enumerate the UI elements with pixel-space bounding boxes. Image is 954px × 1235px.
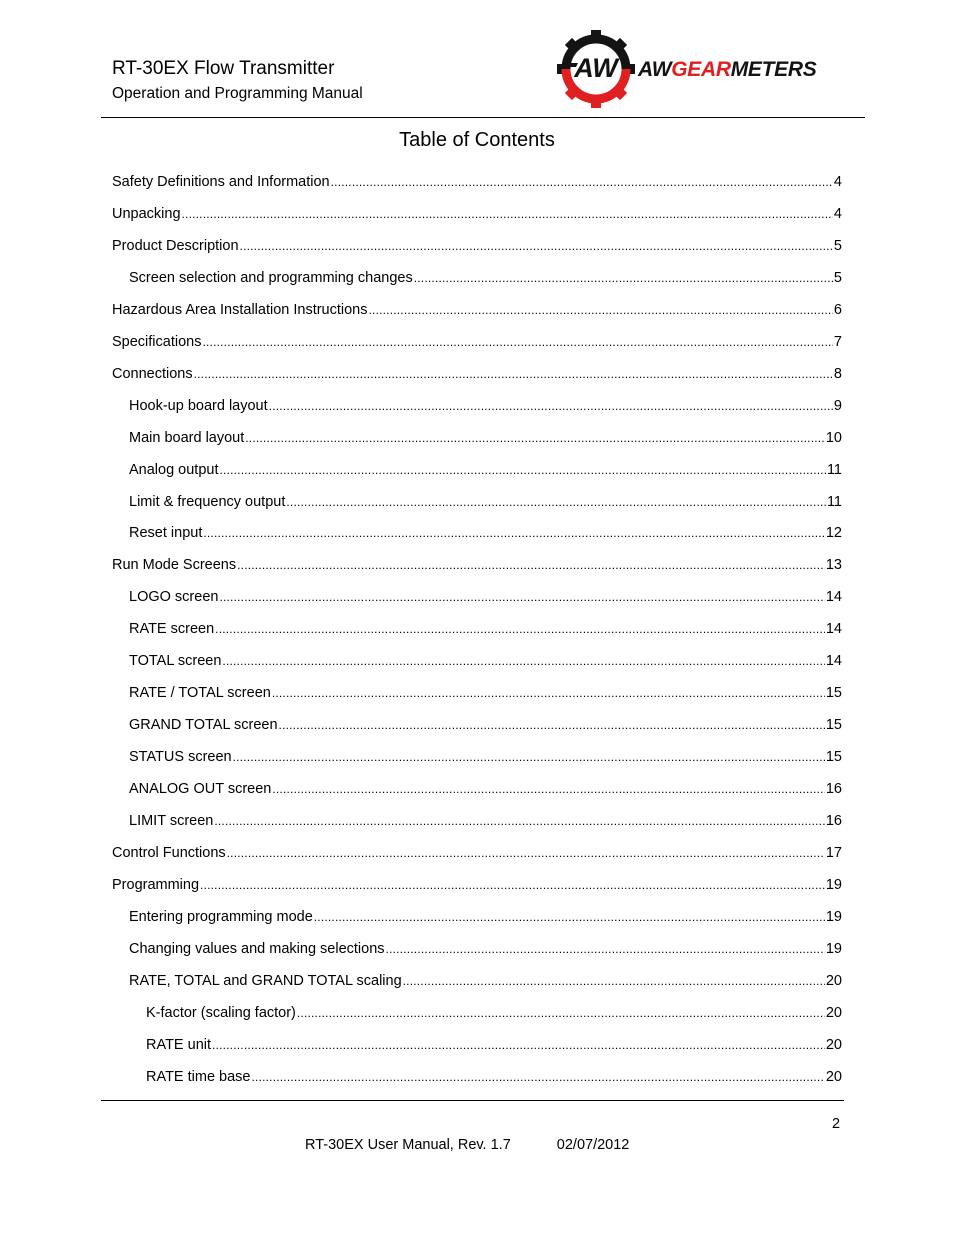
toc-entry[interactable] bbox=[112, 843, 842, 863]
toc-entry-label: Unpacking bbox=[112, 206, 181, 222]
toc-dot-leader bbox=[269, 396, 833, 416]
toc-entry[interactable] bbox=[112, 332, 842, 352]
toc-entry[interactable] bbox=[146, 1003, 842, 1023]
toc-entry-page: 11 bbox=[826, 494, 842, 510]
toc-entry-label: Reset input bbox=[129, 525, 203, 541]
toc-dot-leader bbox=[386, 939, 825, 959]
toc-dot-leader bbox=[215, 619, 825, 639]
toc-entry[interactable] bbox=[112, 236, 842, 256]
toc-entry-page: 9 bbox=[833, 398, 842, 414]
toc-dot-leader bbox=[194, 364, 833, 384]
toc-entry-label: Changing values and making selections bbox=[129, 941, 385, 957]
toc-entry-page: 5 bbox=[833, 270, 842, 286]
toc-entry-label: Product Description bbox=[112, 238, 239, 254]
toc-entry-label: Screen selection and programming changes bbox=[129, 270, 413, 286]
toc-entry[interactable] bbox=[129, 619, 842, 639]
document-title: RT-30EX Flow Transmitter bbox=[112, 58, 335, 79]
toc-entry-label: Programming bbox=[112, 877, 200, 893]
toc-dot-leader bbox=[314, 907, 825, 927]
toc-dot-leader bbox=[279, 715, 825, 735]
toc-entry[interactable] bbox=[129, 747, 842, 767]
toc-entry-label: RATE unit bbox=[146, 1037, 212, 1053]
document-subtitle: Operation and Programming Manual bbox=[112, 85, 363, 102]
toc-entry-page: 8 bbox=[833, 366, 842, 382]
toc-entry[interactable] bbox=[129, 492, 842, 512]
toc-dot-leader bbox=[403, 971, 825, 991]
toc-entry-page: 19 bbox=[825, 941, 842, 957]
toc-entry-page: 14 bbox=[825, 653, 842, 669]
toc-entry-page: 13 bbox=[825, 557, 842, 573]
toc-dot-leader bbox=[331, 172, 833, 192]
toc-entry[interactable] bbox=[129, 587, 842, 607]
toc-dot-leader bbox=[220, 460, 826, 480]
toc-dot-leader bbox=[212, 1035, 825, 1055]
toc-dot-leader bbox=[237, 555, 825, 575]
toc-entry-page: 20 bbox=[825, 1005, 842, 1021]
page-number: 2 bbox=[832, 1116, 841, 1132]
toc-entry[interactable] bbox=[146, 1067, 842, 1087]
toc-entry-page: 14 bbox=[825, 589, 842, 605]
toc-entry[interactable] bbox=[112, 172, 842, 192]
toc-entry-page: 15 bbox=[825, 749, 842, 765]
toc-dot-leader bbox=[182, 204, 833, 224]
toc-entry-label: Control Functions bbox=[112, 845, 226, 861]
toc-entry-label: ANALOG OUT screen bbox=[129, 781, 272, 797]
toc-entry-label: K-factor (scaling factor) bbox=[146, 1005, 296, 1021]
toc-entry-page: 5 bbox=[833, 238, 842, 254]
toc-entry[interactable] bbox=[129, 683, 842, 703]
toc-dot-leader bbox=[272, 779, 825, 799]
toc-entry-label: Analog output bbox=[129, 462, 219, 478]
toc-entry-label: LIMIT screen bbox=[129, 813, 214, 829]
toc-entry-label: Limit & frequency output bbox=[129, 494, 286, 510]
toc-entry-page: 19 bbox=[825, 877, 842, 893]
toc-dot-leader bbox=[202, 332, 832, 352]
toc-entry[interactable] bbox=[112, 555, 842, 575]
toc-entry[interactable] bbox=[129, 523, 842, 543]
toc-entry-label: RATE, TOTAL and GRAND TOTAL scaling bbox=[129, 973, 402, 989]
page-footer bbox=[305, 1137, 629, 1153]
company-logo bbox=[556, 28, 846, 108]
toc-entry[interactable] bbox=[129, 811, 842, 831]
toc-entry-label: LOGO screen bbox=[129, 589, 219, 605]
toc-entry[interactable] bbox=[129, 907, 842, 927]
toc-dot-leader bbox=[227, 843, 825, 863]
toc-dot-leader bbox=[245, 428, 825, 448]
toc-entry-page: 10 bbox=[825, 430, 842, 446]
toc-entry[interactable] bbox=[129, 460, 842, 480]
toc-entry-page: 20 bbox=[825, 973, 842, 989]
toc-entry[interactable] bbox=[146, 1035, 842, 1055]
toc-entry-label: RATE time base bbox=[146, 1069, 251, 1085]
toc-dot-leader bbox=[222, 651, 824, 671]
toc-dot-leader bbox=[252, 1067, 825, 1087]
toc-entry-page: 20 bbox=[825, 1069, 842, 1085]
toc-entry-label: Run Mode Screens bbox=[112, 557, 237, 573]
toc-entry[interactable] bbox=[129, 971, 842, 991]
toc-dot-leader bbox=[286, 492, 826, 512]
header-divider bbox=[101, 117, 865, 118]
toc-entry-page: 6 bbox=[833, 302, 842, 318]
toc-entry-label: RATE screen bbox=[129, 621, 215, 637]
logo-wordmark bbox=[638, 58, 816, 82]
logo-text-gear: GEAR bbox=[671, 58, 731, 81]
toc-entry-label: STATUS screen bbox=[129, 749, 232, 765]
toc-entry[interactable] bbox=[129, 779, 842, 799]
footer-date: 02/07/2012 bbox=[556, 1137, 630, 1153]
toc-dot-leader bbox=[214, 811, 825, 831]
toc-entry-page: 4 bbox=[833, 174, 842, 190]
toc-entry[interactable] bbox=[112, 204, 842, 224]
toc-dot-leader bbox=[233, 747, 825, 767]
gear-logo-icon bbox=[556, 28, 636, 108]
toc-entry-label: RATE / TOTAL screen bbox=[129, 685, 271, 701]
toc-dot-leader bbox=[272, 683, 825, 703]
toc-entry-page: 12 bbox=[825, 525, 842, 541]
toc-entry[interactable] bbox=[112, 875, 842, 895]
toc-entry-label: Main board layout bbox=[129, 430, 245, 446]
logo-text-aw: AW bbox=[638, 58, 672, 81]
toc-dot-leader bbox=[240, 236, 833, 256]
toc-heading: Table of Contents bbox=[399, 129, 555, 151]
toc-entry-page: 19 bbox=[825, 909, 842, 925]
toc-entry-page: 4 bbox=[833, 206, 842, 222]
footer-manual-revision: RT-30EX User Manual, Rev. 1.7 bbox=[305, 1137, 511, 1153]
logo-text-meters: METERS bbox=[730, 58, 817, 81]
toc-entry[interactable] bbox=[129, 651, 842, 671]
toc-dot-leader bbox=[369, 300, 833, 320]
toc-entry[interactable] bbox=[129, 715, 842, 735]
toc-entry-label: Connections bbox=[112, 366, 193, 382]
toc-entry[interactable] bbox=[129, 939, 842, 959]
toc-entry-page: 16 bbox=[825, 781, 842, 797]
toc-entry-label: TOTAL screen bbox=[129, 653, 222, 669]
toc-entry-label: Hazardous Area Installation Instructions bbox=[112, 302, 368, 318]
toc-entry-page: 17 bbox=[825, 845, 842, 861]
toc-entry[interactable] bbox=[112, 300, 842, 320]
toc-entry-label: Entering programming mode bbox=[129, 909, 313, 925]
toc-entry[interactable] bbox=[129, 428, 842, 448]
toc-entry-label: GRAND TOTAL screen bbox=[129, 717, 278, 733]
toc-entry-page: 15 bbox=[825, 717, 842, 733]
toc-dot-leader bbox=[219, 587, 824, 607]
toc-entry-label: Specifications bbox=[112, 334, 202, 350]
toc-entry[interactable] bbox=[129, 268, 842, 288]
toc-entry-page: 15 bbox=[825, 685, 842, 701]
toc-entry-page: 16 bbox=[825, 813, 842, 829]
toc-entry[interactable] bbox=[112, 364, 842, 384]
toc-entry-page: 7 bbox=[833, 334, 842, 350]
toc-entry-label: Hook-up board layout bbox=[129, 398, 268, 414]
footer-divider bbox=[101, 1100, 844, 1101]
toc-dot-leader bbox=[203, 523, 825, 543]
toc-dot-leader bbox=[200, 875, 825, 895]
toc-entry-page: 14 bbox=[825, 621, 842, 637]
toc-dot-leader bbox=[297, 1003, 825, 1023]
logo-mark: AW bbox=[574, 53, 618, 83]
toc-entry-page: 11 bbox=[826, 462, 842, 478]
toc-entry[interactable] bbox=[129, 396, 842, 416]
toc-entry-label: Safety Definitions and Information bbox=[112, 174, 330, 190]
toc-dot-leader bbox=[414, 268, 833, 288]
toc-entry-page: 20 bbox=[825, 1037, 842, 1053]
